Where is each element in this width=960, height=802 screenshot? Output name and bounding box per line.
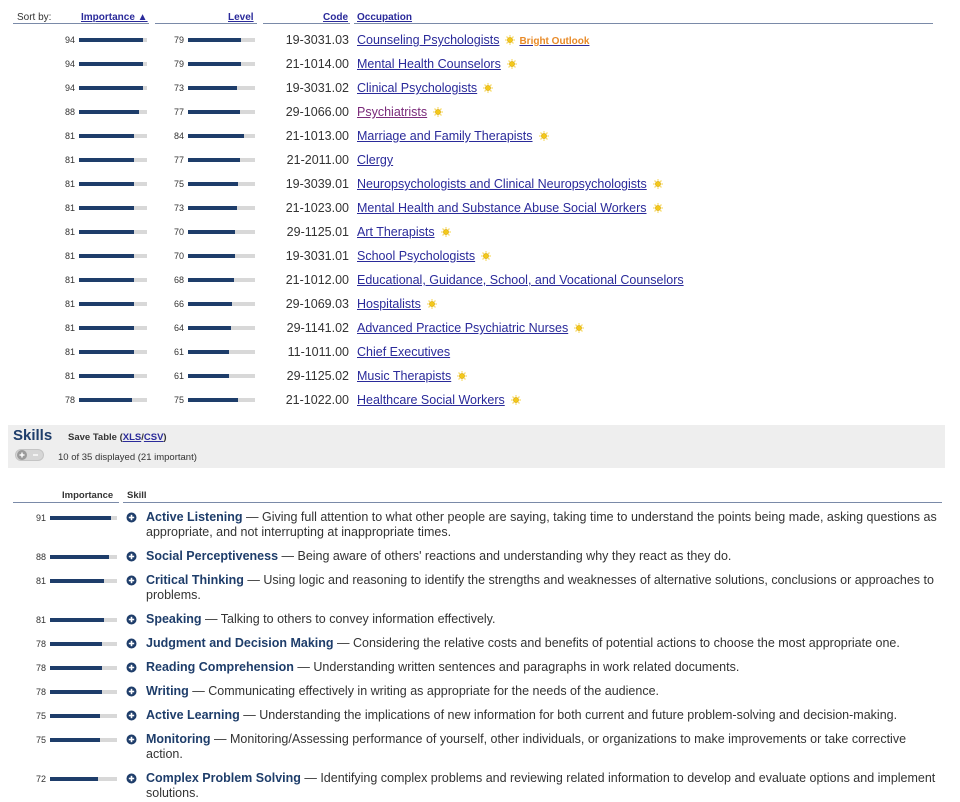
occupation-link[interactable] (357, 297, 437, 311)
importance-bar (79, 326, 147, 330)
skill-description (146, 510, 946, 540)
skill-importance-value: 88 (35, 552, 46, 562)
skill-importance-value: 75 (35, 711, 46, 721)
level-bar-fill (188, 38, 241, 42)
importance-bar (79, 86, 147, 90)
importance-bar-fill (79, 302, 134, 306)
level-bar-fill (188, 254, 235, 258)
importance-bar-fill (79, 278, 134, 282)
importance-bar (79, 398, 147, 402)
occupation-name[interactable]: Mental Health Counselors (357, 57, 501, 71)
skill-importance-bar-fill (50, 555, 109, 559)
sun-icon (539, 131, 549, 141)
plus-circle-icon[interactable] (126, 773, 137, 784)
header-divider (354, 23, 933, 24)
table-row (0, 52, 960, 76)
level-value: 70 (173, 227, 184, 237)
occupation-name[interactable]: Clinical Psychologists (357, 81, 478, 95)
importance-value: 81 (64, 275, 75, 285)
sun-icon (483, 83, 493, 93)
level-bar-fill (188, 350, 229, 354)
level-bar (188, 350, 255, 354)
skill-text: — Giving full attention to what other people are saying, taking time to understand the points being made, asking questions as appropriate, and not interrupting at inappropriate times. (146, 510, 937, 539)
importance-bar (79, 134, 147, 138)
importance-bar-fill (79, 110, 139, 114)
occupation-name[interactable]: Psychiatrists (357, 105, 428, 119)
importance-bar-fill (79, 86, 143, 90)
importance-bar (79, 158, 147, 162)
occupation-code: 29-1141.02 (286, 321, 349, 335)
importance-bar (79, 350, 147, 354)
level-bar (188, 230, 255, 234)
occupation-name[interactable]: Marriage and Family Therapists (357, 129, 533, 143)
occupation-link[interactable] (357, 201, 663, 215)
occupation-link[interactable] (357, 345, 450, 359)
skill-importance-bar-fill (50, 666, 102, 670)
skill-importance-bar (50, 642, 117, 646)
importance-bar-fill (79, 326, 134, 330)
plus-circle-icon[interactable] (126, 551, 137, 562)
table-row (0, 76, 960, 100)
importance-bar (79, 38, 147, 42)
plus-circle-icon[interactable] (126, 710, 137, 721)
occupation-link[interactable] (357, 153, 393, 167)
plus-circle-icon[interactable] (126, 575, 137, 586)
table-row (0, 196, 960, 220)
importance-bar-fill (79, 350, 134, 354)
skill-name[interactable]: Critical Thinking (146, 573, 244, 587)
plus-circle-icon[interactable] (126, 662, 137, 673)
importance-value: 81 (64, 251, 75, 261)
importance-bar (79, 302, 147, 306)
importance-value: 78 (64, 395, 75, 405)
level-bar (188, 86, 255, 90)
occupation-link[interactable] (357, 369, 467, 383)
plus-circle-icon[interactable] (126, 686, 137, 697)
skill-importance-bar (50, 666, 117, 670)
level-value: 68 (173, 275, 184, 285)
save-csv-link[interactable]: CSV (143, 432, 164, 443)
level-bar (188, 398, 255, 402)
level-value: 79 (173, 59, 184, 69)
skill-importance-bar (50, 738, 117, 742)
plus-circle-icon[interactable] (126, 734, 137, 745)
skill-text: — Monitoring/Assessing performance of yourself, other individuals, or organizations to make improvements or take corrective action. (146, 732, 907, 761)
importance-value: 94 (64, 35, 75, 45)
skill-text: — Understanding written sentences and paragraphs in work related documents. (293, 660, 740, 674)
skills-importance-header: Importance (62, 490, 114, 501)
skill-importance-value: 72 (35, 774, 46, 784)
table-row (0, 340, 960, 364)
level-bar (188, 110, 255, 114)
skill-name[interactable]: Monitoring (146, 732, 211, 746)
skill-importance-bar (50, 579, 117, 583)
skill-text: — Using logic and reasoning to identify the strengths and weaknesses of alternative solutions, conclusions or approaches to problems. (146, 573, 934, 602)
skill-importance-value: 91 (35, 513, 46, 523)
importance-value: 81 (64, 323, 75, 333)
skill-description (146, 684, 946, 699)
level-bar (188, 326, 255, 330)
skill-text: — Considering the relative costs and benefits of potential actions to choose the most appropriate one. (333, 636, 900, 650)
importance-value: 81 (64, 299, 75, 309)
occupation-link[interactable] (357, 393, 521, 407)
skill-text: — Communicating effectively in writing as appropriate for the needs of the audience. (188, 684, 659, 698)
sun-icon (441, 227, 451, 237)
skill-name[interactable]: Judgment and Decision Making (146, 636, 334, 650)
occupation-link[interactable] (357, 129, 549, 143)
skill-description (146, 732, 946, 762)
occupation-link[interactable] (357, 273, 684, 287)
level-bar-fill (188, 230, 235, 234)
occupation-name[interactable]: Hospitalists (357, 297, 421, 311)
sun-icon (511, 395, 521, 405)
skill-importance-value: 78 (35, 663, 46, 673)
level-bar (188, 158, 255, 162)
occupation-code: 21-2011.00 (286, 153, 349, 167)
skill-importance-bar (50, 618, 117, 622)
plus-circle-icon[interactable] (126, 512, 137, 523)
importance-bar (79, 182, 147, 186)
sort-level-link[interactable]: Level (228, 12, 254, 23)
skill-importance-bar (50, 555, 117, 559)
importance-value: 88 (64, 107, 75, 117)
occupation-code: 19-3031.03 (285, 33, 349, 47)
skill-importance-bar (50, 690, 117, 694)
occupation-link[interactable] (357, 225, 451, 239)
occupation-code: 21-1014.00 (285, 57, 349, 71)
level-value: 75 (173, 179, 184, 189)
occupation-code: 19-3039.01 (285, 177, 349, 191)
occupation-name[interactable]: Advanced Practice Psychiatric Nurses (357, 321, 569, 335)
header-divider (13, 502, 119, 503)
occupation-link[interactable] (357, 249, 491, 263)
skill-importance-bar-fill (50, 738, 100, 742)
occupation-name[interactable]: Mental Health and Substance Abuse Social Workers (357, 201, 647, 215)
skill-description (146, 612, 946, 627)
level-bar-fill (188, 374, 229, 378)
occupation-name[interactable]: School Psychologists (357, 249, 476, 263)
occupation-code: 21-1013.00 (285, 129, 349, 143)
skill-name[interactable]: Complex Problem Solving (146, 771, 301, 785)
table-row (0, 364, 960, 388)
skill-importance-bar-fill (50, 690, 102, 694)
plus-circle-icon[interactable] (126, 614, 137, 625)
level-value: 61 (173, 347, 184, 357)
importance-bar-fill (79, 398, 132, 402)
level-bar (188, 182, 255, 186)
skill-name[interactable]: Social Perceptiveness (146, 549, 279, 563)
skill-description (146, 549, 946, 564)
plus-circle-icon[interactable] (126, 638, 137, 649)
sun-icon (505, 35, 515, 45)
table-row (0, 172, 960, 196)
occupation-name[interactable]: Art Therapists (357, 225, 435, 239)
level-value: 66 (173, 299, 184, 309)
sun-icon (427, 299, 437, 309)
level-value: 77 (173, 155, 184, 165)
table-row (0, 148, 960, 172)
skill-importance-bar (50, 516, 117, 520)
save-table-prefix: Save Table ( (68, 432, 123, 443)
importance-bar-fill (79, 206, 134, 210)
sun-icon (457, 371, 467, 381)
importance-bar-fill (79, 62, 143, 66)
skill-description (146, 660, 946, 675)
occupation-code: 29-1125.02 (286, 369, 349, 383)
occupation-code: 19-3031.01 (285, 249, 349, 263)
level-bar (188, 254, 255, 258)
sun-icon (481, 251, 491, 261)
skill-importance-bar-fill (50, 618, 104, 622)
occupation-name[interactable]: Music Therapists (357, 369, 452, 383)
level-bar-fill (188, 302, 232, 306)
skill-text: — Identifying complex problems and reviewing related information to develop and evaluate options and implement solutions. (146, 771, 936, 800)
occupation-name[interactable]: Neuropsychologists and Clinical Neuropsychologists (357, 177, 647, 191)
table-row (0, 28, 960, 52)
skills-section-header (8, 425, 945, 468)
level-bar (188, 38, 255, 42)
importance-bar-fill (79, 38, 143, 42)
section-title: Skills (13, 427, 53, 444)
table-row (0, 388, 960, 412)
level-value: 70 (173, 251, 184, 261)
occupation-link[interactable] (357, 57, 517, 71)
level-value: 64 (173, 323, 184, 333)
level-bar (188, 134, 255, 138)
toggle-icon[interactable] (15, 449, 44, 461)
importance-value: 81 (64, 227, 75, 237)
importance-bar (79, 110, 147, 114)
occupation-name[interactable]: Chief Executives (357, 345, 451, 359)
skill-importance-value: 81 (35, 615, 46, 625)
skill-importance-value: 78 (35, 639, 46, 649)
table-row (0, 316, 960, 340)
level-value: 77 (173, 107, 184, 117)
importance-bar-fill (79, 230, 134, 234)
skill-description (146, 708, 946, 723)
importance-value: 81 (64, 179, 75, 189)
occupation-code: 21-1022.00 (285, 393, 349, 407)
sort-code-link[interactable]: Code (323, 12, 348, 23)
displayed-count: 10 of 35 displayed (21 important) (58, 452, 197, 463)
skill-importance-bar-fill (50, 516, 111, 520)
importance-bar-fill (79, 134, 134, 138)
level-value: 61 (173, 371, 184, 381)
occupation-link[interactable] (357, 177, 663, 191)
level-bar-fill (188, 110, 240, 114)
importance-bar-fill (79, 182, 134, 186)
skill-importance-value: 75 (35, 735, 46, 745)
skill-importance-value: 78 (35, 687, 46, 697)
level-value: 73 (173, 203, 184, 213)
skill-description (146, 771, 946, 801)
level-bar-fill (188, 206, 237, 210)
occupation-link[interactable] (357, 321, 584, 335)
occupation-name[interactable]: Educational, Guidance, School, and Vocational Counselors (357, 273, 684, 287)
level-bar (188, 278, 255, 282)
level-bar (188, 206, 255, 210)
level-value: 73 (173, 83, 184, 93)
level-value: 84 (173, 131, 184, 141)
skill-importance-bar-fill (50, 777, 98, 781)
importance-bar (79, 374, 147, 378)
skill-importance-bar-fill (50, 579, 104, 583)
occupation-code: 29-1125.01 (286, 225, 349, 239)
skill-text: — Understanding the implications of new information for both current and future problem-solving and decision-making. (239, 708, 898, 722)
level-bar (188, 302, 255, 306)
level-bar-fill (188, 134, 244, 138)
header-divider (263, 23, 350, 24)
importance-bar-fill (79, 254, 134, 258)
occupation-code: 21-1023.00 (285, 201, 349, 215)
save-separator: / (141, 432, 144, 443)
level-bar-fill (188, 278, 234, 282)
occupation-code: 19-3031.02 (285, 81, 349, 95)
sun-icon (507, 59, 517, 69)
importance-bar-fill (79, 158, 134, 162)
level-bar-fill (188, 158, 240, 162)
table-row (0, 220, 960, 244)
level-bar-fill (188, 326, 231, 330)
skill-name[interactable]: Reading Comprehension (146, 660, 294, 674)
save-xls-link[interactable]: XLS (122, 432, 142, 443)
skill-text: — Being aware of others' reactions and understanding why they react as they do. (278, 549, 732, 563)
level-bar (188, 62, 255, 66)
sun-icon (653, 203, 663, 213)
skill-importance-bar (50, 777, 117, 781)
level-value: 79 (173, 35, 184, 45)
occupation-code: 21-1012.00 (285, 273, 349, 287)
occupation-code: 29-1069.03 (285, 297, 349, 311)
skill-importance-bar (50, 714, 117, 718)
sun-icon (653, 179, 663, 189)
table-row (0, 268, 960, 292)
table-row (0, 124, 960, 148)
skill-name[interactable]: Speaking (146, 612, 202, 626)
level-bar-fill (188, 398, 238, 402)
level-bar-fill (188, 86, 237, 90)
skill-importance-bar-fill (50, 642, 102, 646)
occupation-name[interactable]: Clergy (357, 153, 394, 167)
skill-name[interactable]: Active Learning (146, 708, 240, 722)
table-row (0, 292, 960, 316)
occupations-table-header (0, 0, 960, 24)
save-table (68, 432, 167, 443)
level-bar (188, 374, 255, 378)
occupation-code: 29-1066.00 (285, 105, 349, 119)
skill-importance-value: 81 (35, 576, 46, 586)
skill-name[interactable]: Active Listening (146, 510, 243, 524)
header-divider (13, 23, 149, 24)
skill-description (146, 636, 946, 651)
importance-value: 81 (64, 155, 75, 165)
occupation-name[interactable]: Healthcare Social Workers (357, 393, 505, 407)
sort-by-label: Sort by: (17, 12, 52, 23)
sun-icon (574, 323, 584, 333)
importance-bar (79, 254, 147, 258)
header-divider (155, 23, 257, 24)
importance-value: 81 (64, 347, 75, 357)
importance-bar-fill (79, 374, 134, 378)
occupation-link[interactable] (357, 105, 443, 119)
skill-name[interactable]: Writing (146, 684, 189, 698)
skill-description (146, 573, 946, 603)
importance-bar (79, 230, 147, 234)
sort-occupation-link[interactable]: Occupation (357, 12, 413, 23)
header-divider (123, 502, 942, 503)
skills-table-header (0, 488, 960, 504)
sun-icon (433, 107, 443, 117)
table-row (0, 100, 960, 124)
importance-value: 94 (64, 59, 75, 69)
importance-bar (79, 206, 147, 210)
importance-value: 81 (64, 131, 75, 141)
bright-outlook-label[interactable]: Bright Outlook (519, 36, 590, 47)
level-bar-fill (188, 182, 238, 186)
level-bar-fill (188, 62, 241, 66)
occupation-name[interactable]: Counseling Psychologists (357, 33, 500, 47)
importance-bar (79, 62, 147, 66)
occupation-link[interactable] (357, 81, 493, 95)
table-row (0, 244, 960, 268)
occupation-code: 11-1011.00 (287, 345, 349, 359)
skill-text: — Talking to others to convey information effectively. (201, 612, 496, 626)
importance-value: 94 (64, 83, 75, 93)
skills-skill-header: Skill (127, 490, 147, 501)
importance-bar (79, 278, 147, 282)
skill-importance-bar-fill (50, 714, 100, 718)
importance-value: 81 (64, 371, 75, 381)
sort-importance-link[interactable]: Importance ▲ (81, 12, 148, 23)
occupation-link[interactable] (357, 33, 589, 47)
importance-value: 81 (64, 203, 75, 213)
level-value: 75 (173, 395, 184, 405)
save-table-suffix: ) (163, 432, 167, 443)
